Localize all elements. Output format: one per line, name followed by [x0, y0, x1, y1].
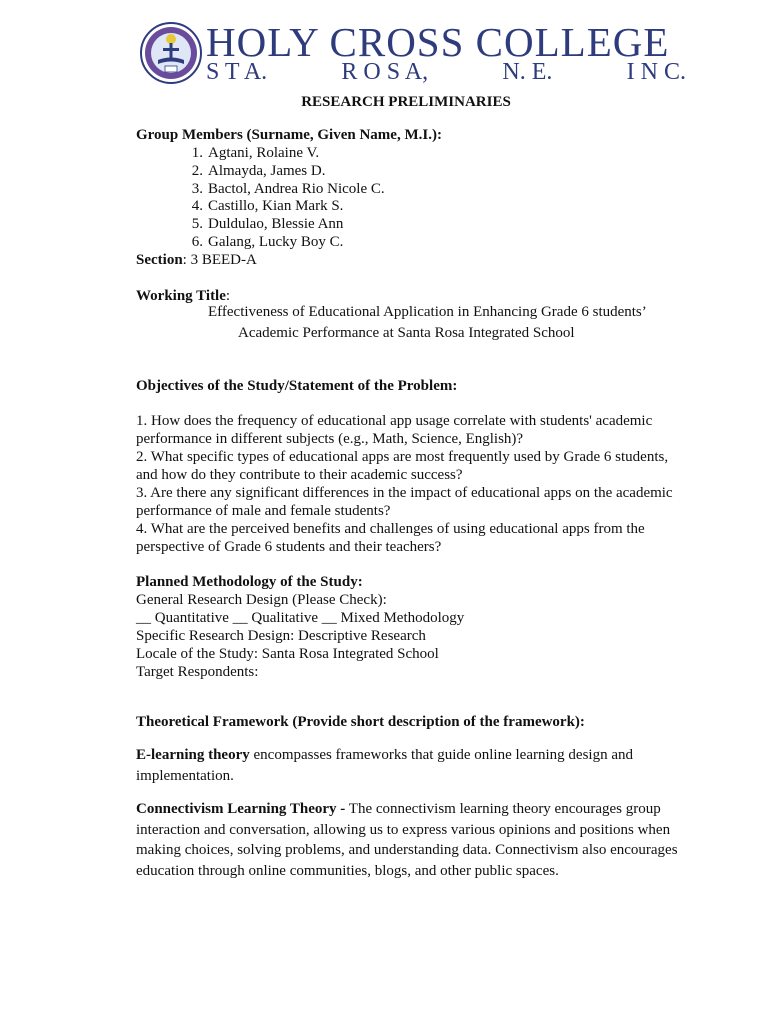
- framework-description: The connectivism learning theory encourages group interaction and conversation, allowing us to express various opinions and positions when making choices, solving problems, and understanding data. Connectivism also encourages education through online communities, blogs, and other public spaces.: [136, 801, 678, 879]
- list-item: [136, 144, 681, 162]
- college-sub-part: R O S A,: [341, 59, 429, 85]
- college-seal-icon: [140, 22, 202, 84]
- member-name: Galang, Lucky Boy C.: [208, 233, 344, 250]
- college-sub-part: I N C.: [626, 59, 686, 85]
- group-members-list: [136, 144, 681, 251]
- framework-label: Theoretical Framework (Provide short description of the framework):: [136, 714, 585, 730]
- section-line: [136, 251, 681, 269]
- objective-item: 1. How does the frequency of educational app usage correlate with students' academic performance in different subjects (e.g., Math, Science, English)?: [136, 413, 653, 447]
- methodology-line: Specific Research Design: Descriptive Research: [136, 628, 426, 644]
- framework-description: encompasses frameworks that guide online learning design and implementation.: [136, 747, 633, 784]
- working-title-label: Working Title: [136, 288, 226, 304]
- working-title-text-line1: Effectiveness of Educational Application in Enhancing Grade 6 students’: [208, 304, 647, 320]
- working-title-text-line2: Academic Performance at Santa Rosa Integrated School: [238, 325, 575, 341]
- objective-item: 2. What specific types of educational apps are most frequently used by Grade 6 students, and how do they contribute to their academic success?: [136, 449, 669, 483]
- working-title-line: Working Title:: [136, 288, 231, 304]
- college-location: [206, 59, 686, 85]
- list-item: [136, 215, 681, 233]
- member-number: 2.: [191, 162, 203, 179]
- group-members-section: [136, 126, 681, 269]
- member-number: 4.: [191, 198, 203, 215]
- methodology-line: Target Respondents:: [136, 664, 259, 680]
- member-name: Castillo, Kian Mark S.: [208, 198, 344, 215]
- objective-item: 4. What are the perceived benefits and challenges of using educational apps from the perspective of Grade 6 students and their teachers?: [136, 521, 645, 555]
- framework-paragraph-2: [136, 799, 681, 881]
- framework-paragraph-1: [136, 745, 681, 786]
- objectives-list: [136, 412, 681, 556]
- methodology-section: [136, 573, 681, 681]
- objective-item: 3. Are there any significant differences in the impact of educational apps on the academic performance of male and female students?: [136, 485, 673, 519]
- college-name: HOLY CROSS COLLEGE: [206, 19, 670, 65]
- framework-term: E-learning theory: [136, 747, 250, 763]
- list-item: [136, 162, 681, 180]
- letterhead: [140, 20, 690, 84]
- member-number: 1.: [191, 145, 203, 161]
- objectives-heading: [136, 377, 681, 395]
- college-sub-part: S T A.: [206, 59, 268, 85]
- member-name: Duldulao, Blessie Ann: [208, 216, 344, 233]
- member-number: 6.: [191, 233, 203, 250]
- list-item: [136, 180, 681, 198]
- college-sub-part: N. E.: [502, 59, 553, 85]
- methodology-line: Locale of the Study: Santa Rosa Integrated School: [136, 646, 439, 662]
- member-number: 5.: [191, 216, 203, 233]
- framework-term: Connectivism Learning Theory -: [136, 801, 346, 817]
- member-name: Bactol, Andrea Rio Nicole C.: [208, 180, 385, 197]
- methodology-label: Planned Methodology of the Study:: [136, 574, 363, 590]
- member-name: Agtani, Rolaine V.: [208, 145, 320, 161]
- member-name: Almayda, James D.: [208, 162, 326, 179]
- methodology-line: __ Quantitative __ Qualitative __ Mixed Methodology: [136, 610, 465, 626]
- objectives-label: Objectives of the Study/Statement of the Problem:: [136, 378, 458, 394]
- methodology-line: General Research Design (Please Check):: [136, 592, 387, 608]
- list-item: [136, 197, 681, 215]
- document-title: RESEARCH PRELIMINARIES: [301, 94, 511, 110]
- list-item: [136, 233, 681, 251]
- member-number: 3.: [191, 180, 203, 197]
- framework-heading: [136, 713, 681, 731]
- section-value: : 3 BEED-A: [182, 251, 257, 268]
- group-members-label: Group Members (Surname, Given Name, M.I.):: [136, 127, 442, 143]
- section-label: Section: [136, 251, 183, 268]
